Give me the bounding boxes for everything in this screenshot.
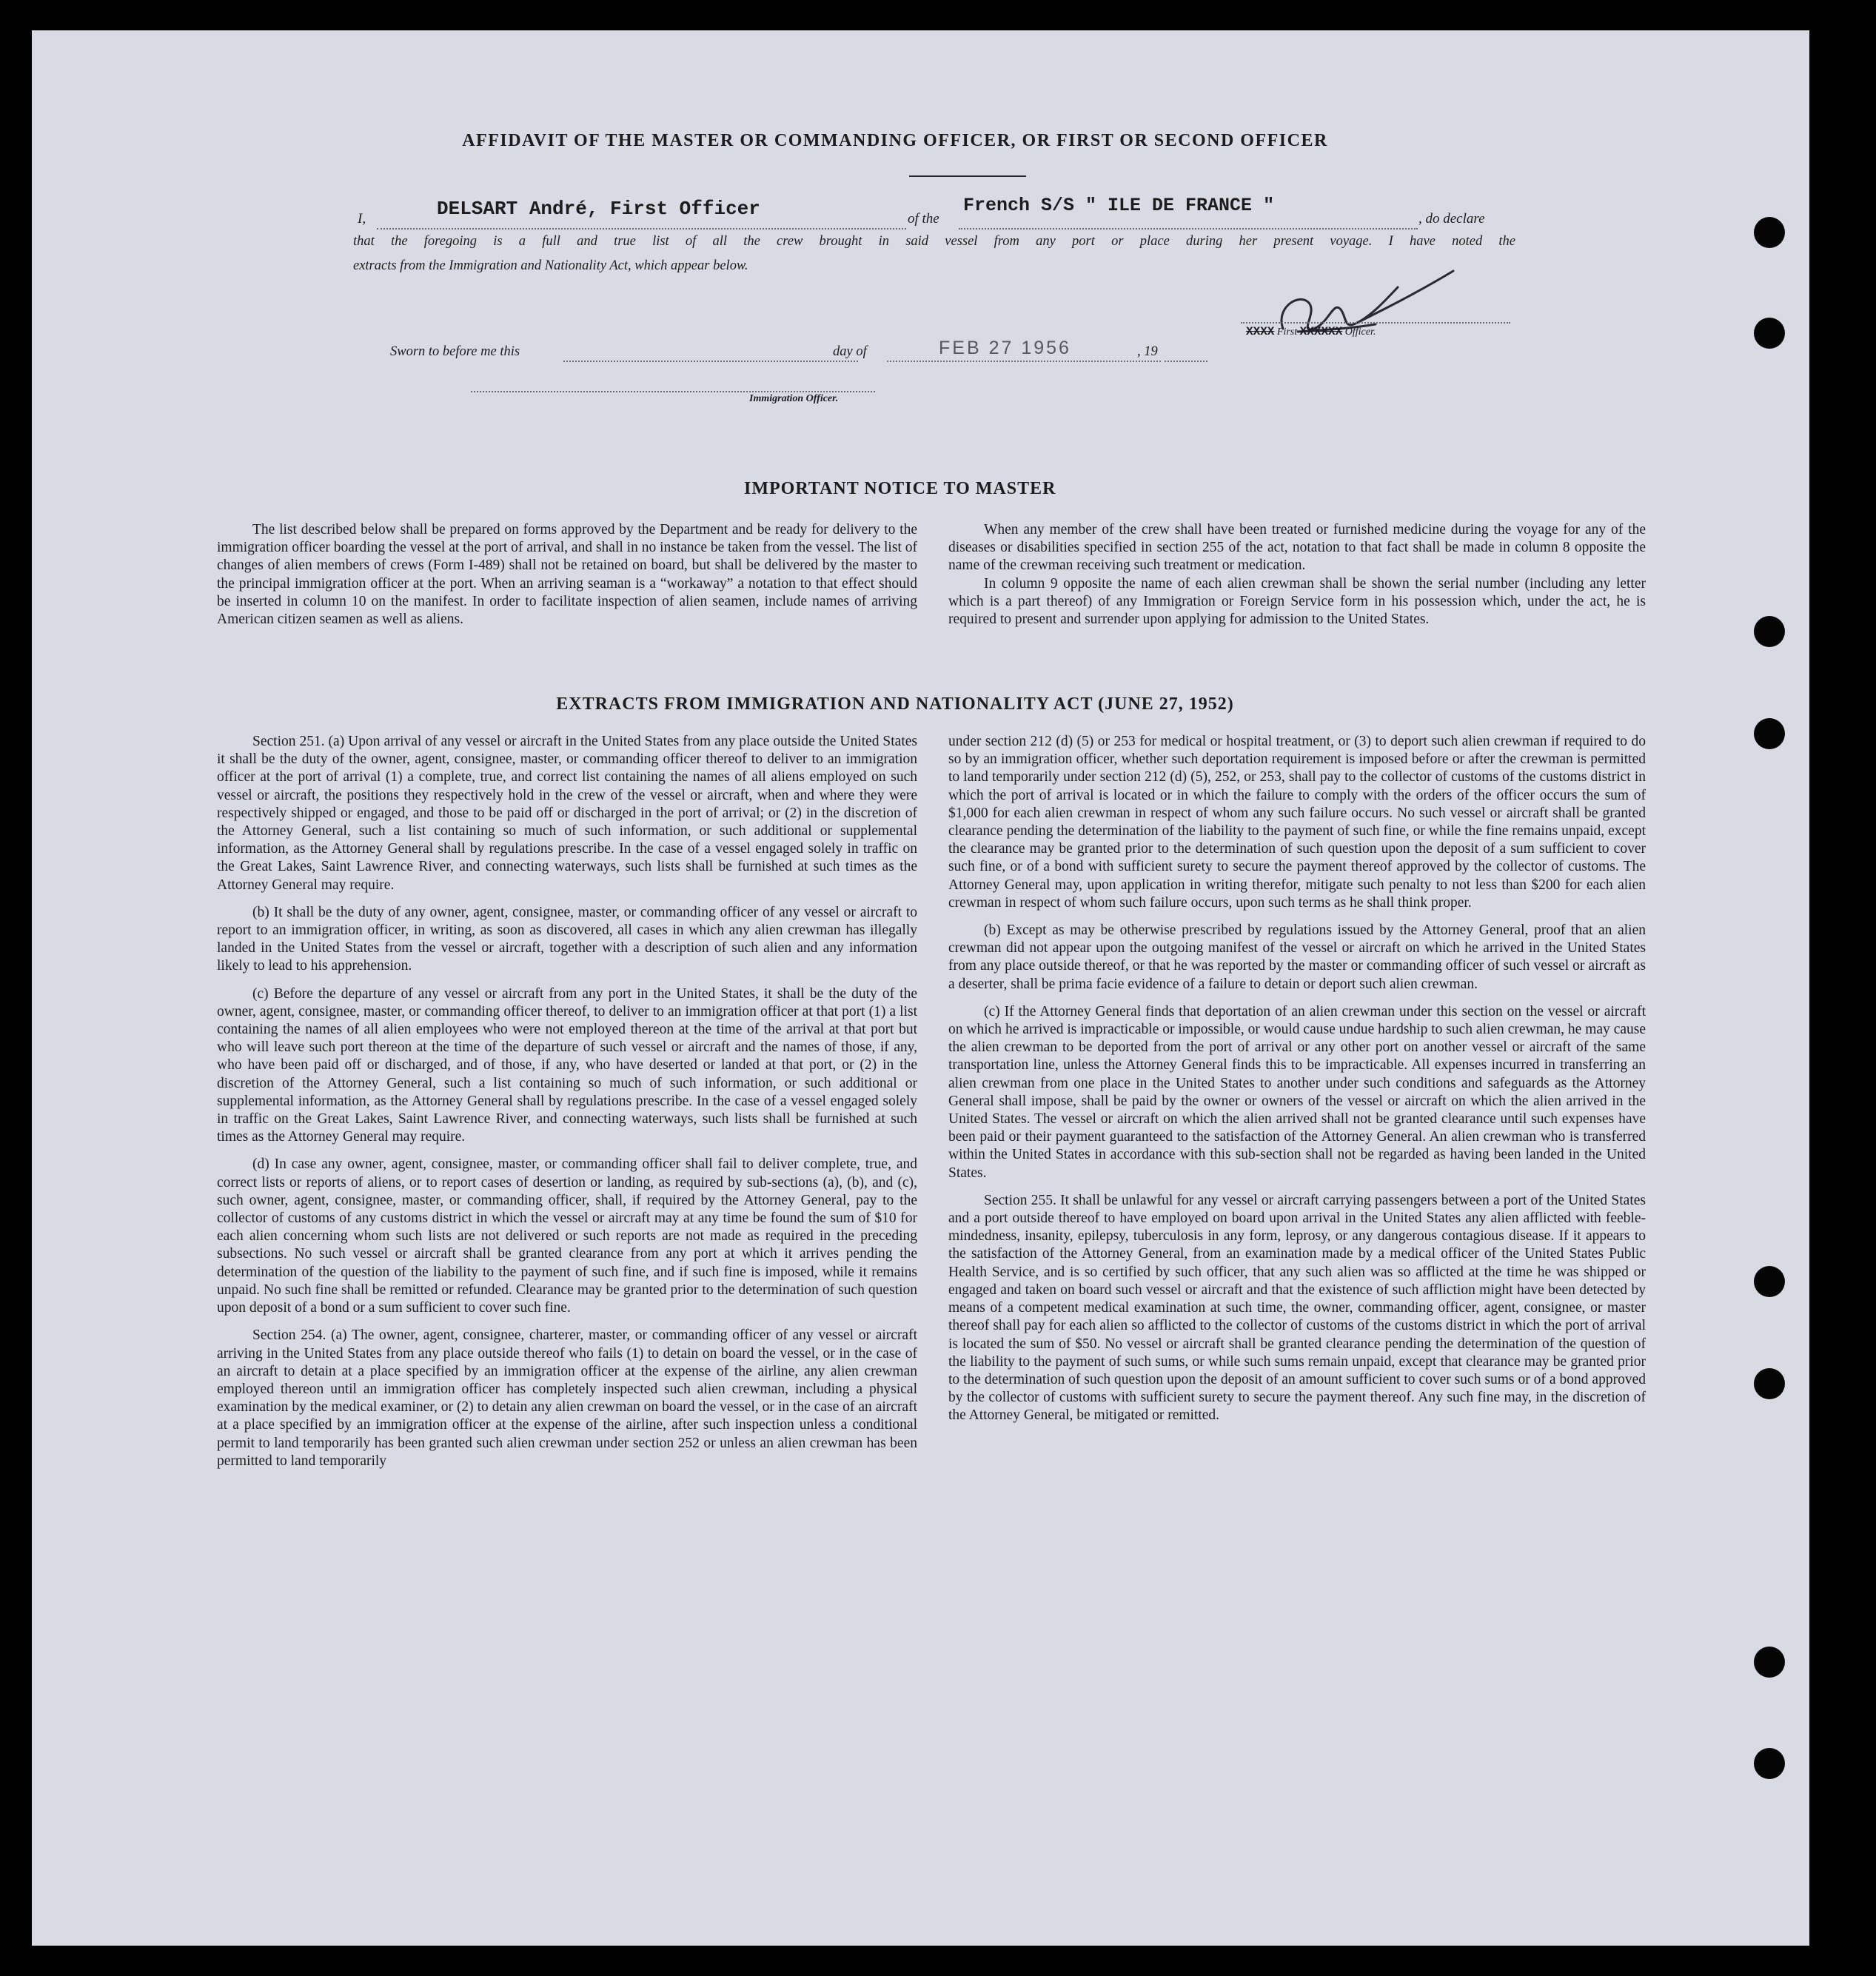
date-stamp: FEB 27 1956 [939,338,1071,358]
punch-hole [1754,616,1785,647]
notice-right-paragraph-1: When any member of the crew shall have been treated or furnished medicine during the voyage for any of the diseases or disabilities specified in section 255 of the act, notation to that fact shall be made in column 8 opposite the name of the crewman receiving such treatment or medication. [948,522,1646,574]
notice-right-paragraph-2: In column 9 opposite the name of each alien crewman shall be shown the serial number (including any letter which is a part thereof) of any Immigration or Foreign Service form in his possession which, under the act, he is required to present and surrender upon applying for admission to the United States. [948,575,1646,628]
punch-hole [1754,718,1785,749]
of-the-label: of the [908,211,939,227]
extracts-left-column [217,733,917,1480]
section-254-a-continued: under section 212 (d) (5) or 253 for medical or hospital treatment, or (3) to deport such alien crewman if required to do so by an immigration officer, whether such deportation requirement is imposed before or after the crewman is permitted to land temporarily under section 212 (d) (5), 252, or 253, shall pay to the collector of customs of the customs district in which the port of arrival is located or in which the failure to comply with the orders of the officer occurs the sum of $1,000 for each alien crewman in respect of whom any such failure occurs. No such vessel or aircraft shall be granted clearance pending the determination of the liability to the payment of such fine, or while the fine remains unpaid, except the clearance may be granted prior to the determination of such question upon the deposit of a sum sufficient to cover such fine, or of a bond with sufficient surety to secure the payment thereof approved by the collector of customs. The Attorney General may, upon application in writing therefor, mitigate such penalty to not less than $200 for each alien crewman in respect of whom such failure occurs, upon such terms as he shall think proper. [948,734,1646,911]
name-field[interactable]: DELSART André, First Officer [437,198,760,220]
section-255: Section 255. It shall be unlawful for any vessel or aircraft carrying passengers between a port of the United States and a port outside thereof to have employed on board upon arrival in the United States any alien afflicted with feeble-mindedness, insanity, epilepsy, tuberculosis in any form, leprosy, or any dangerous contagious disease. If it appears to the satisfaction of the Attorney General, from an examination made by a medical officer of the United States Public Health Service, and is so certified by such officer, that any such alien was so afflicted at the time he was shipped or engaged and taken on board such vessel or aircraft and that the existence of such affliction might have been detected by means of a competent medical examination at such time, the owner, commanding officer, agent, consignee, or master thereof shall pay for each alien so afflicted to the collector of customs of the customs district in which the port of arrival is located the sum of $50. No vessel or aircraft shall be granted clearance pending the determination of the question of the liability to the payment of such sums, or while such sums remain unpaid, except that clearance may be granted prior to the determination of such question upon the deposit of an amount sufficient to cover such sums or of a bond approved by the collector of customs with sufficient surety to secure the payment thereof. Any such fine may, in the discretion of the Attorney General, be mitigated or remitted. [948,1192,1646,1424]
punch-hole [1754,1647,1785,1678]
title-divider [909,175,1026,177]
date-line [887,361,1161,362]
notice-title: IMPORTANT NOTICE TO MASTER [744,479,1056,498]
punch-hole [1754,1368,1785,1399]
section-251-b: (b) It shall be the duty of any owner, agent, consignee, master, or commanding officer of any vessel or aircraft to report to an immigration officer, in writing, as soon as discovered, all cases in which any alien crewman has illegally landed in the United States from the vessel or aircraft, together with a description of such alien and any information likely to lead to his apprehension. [217,904,917,974]
section-251-a: Section 251. (a) Upon arrival of any vessel or aircraft in the United States from any place outside the United States it shall be the duty of the owner, agent, consignee, master, or commanding officer thereof to deliver to an immigration officer at the port of arrival (1) a complete, true, and correct list containing the names of all aliens employed on such vessel or aircraft, the positions they respectively hold in the crew of the vessel or aircraft, when and where they were respectively shipped or engaged, and those to be paid off or discharged in the port of arrival; or (2) in the discretion of the Attorney General, such a list containing so much of such information, or such additional or supplemental information, as the Attorney General shall by regulations prescribe. In the case of a vessel engaged solely in traffic on the Great Lakes, Saint Lawrence River, and connecting waterways, such lists shall be furnished at such times as the Attorney General may require. [217,734,917,893]
signature-caption: XXXX First XXXXXX Officer. [1246,325,1376,338]
section-254-a: Section 254. (a) The owner, agent, consignee, charterer, master, or commanding officer of any vessel or aircraft arriving in the United States from any place outside thereof who fails (1) to detain on board the vessel, or in the case of an aircraft to detain at a place specified by an immigration officer at the expense of the airline, any alien crewman employed thereon until an immigration officer has completely inspected such alien crewman, including a physical examination by the medical examiner, or (2) to detain any alien crewman on board the vessel, or in the case of an aircraft at a place specified by an immigration officer at the expense of the airline, after such inspection unless a conditional permit to land temporarily has been granted such alien crewman under section 252 or unless an alien crewman has been permitted to land temporarily [217,1327,917,1469]
do-declare-label: , do declare [1418,211,1485,227]
punch-hole [1754,1266,1785,1297]
affidavit-title: AFFIDAVIT OF THE MASTER OR COMMANDING OFFICER, OR FIRST OR SECOND OFFICER [462,131,1328,150]
punch-hole [1754,217,1785,248]
affidavit-body-line2: extracts from the Immigration and Nationality Act, which appear below. [353,258,748,273]
year-line [1165,361,1207,362]
section-254-b: (b) Except as may be otherwise prescribed by regulations issued by the Attorney General, proof that an alien crewman did not appear upon the outgoing manifest of the vessel or aircraft on which he arrived in the United States from any place outside thereof, or that he was reported by the master or commanding officer of such vessel or aircraft as a deserter, shall be prima facie evidence of a failure to detain or deport such alien crewman. [948,922,1646,992]
prefix-i-label: I, [358,211,366,227]
notice-right-column [948,521,1646,638]
year-label: , 19 [1137,344,1158,359]
signature-line [1241,322,1510,324]
section-251-c: (c) Before the departure of any vessel or aircraft from any port in the United States, it shall be the duty of the owner, agent, consignee, master, or commanding officer thereof, to deliver to an immigration officer at that port (1) a list containing the names of all alien employees who were not employed thereon at the time of the arrival at that port but who will leave such port thereon at the time of the departure of such vessel or aircraft and the names of those, if any, who have been paid off or discharged, and of those, if any, who have deserted or landed at that port, or (2) in the discretion of the Attorney General, such a list containing so much of such information, or such additional or supplemental information, as the Attorney General shall by regulations prescribe. In the case of a vessel engaged solely in traffic on the Great Lakes, Saint Lawrence River, and connecting waterways, such lists shall be furnished at such times as the Attorney General may require. [217,985,917,1145]
affidavit-body-line1: that the foregoing is a full and true list of all the crew brought in said vessel from any port or place during her present voyage. I have noted the [353,234,1515,249]
vessel-field-line [959,228,1418,230]
section-251-d: (d) In case any owner, agent, consignee, master, or commanding officer shall fail to deliver complete, true, and correct lists or reports of aliens, or to report cases of desertion or landing, as required by sub-sections (a), (b), and (c), such owner, agent, consignee, master, or commanding officer, shall, if required by the Attorney General, pay to the collector of customs of any customs district in which the vessel or aircraft may at any time be found the sum of $10 for each alien concerning whom such lists are not delivered or such reports are not made as required in the preceding subsections. No such vessel or aircraft shall be granted clearance from any port at which it arrives pending the determination of the question of the liability to the payment of such fine, and if such fine is imposed, while it remains unpaid. No such fine shall be remitted or refunded. Clearance may be granted prior to the determination of such question upon deposit of a bond or a sum sufficient to cover such fine. [217,1156,917,1316]
vessel-field[interactable]: French S/S " ILE DE FRANCE " [963,195,1275,216]
immigration-officer-caption: Immigration Officer. [749,393,839,404]
extracts-right-column [948,733,1646,1435]
sworn-label: Sworn to before me this [390,344,520,359]
name-field-line [377,228,906,230]
punch-hole [1754,1748,1785,1779]
notice-left-paragraph: The list described below shall be prepared on forms approved by the Department and be ready for delivery to the immigration officer boarding the vessel at the port of arrival, and shall in no instance be taken from the vessel. The list of changes of alien members of crews (Form I-489) shall not be retained on board, but shall be delivered by the master to the principal immigration officer at the port. When an arriving seaman is a “workaway” a notation to that effect should be inserted in column 10 on the manifest. In order to facilitate inspection of alien seamen, include names of arriving American citizen seamen as well as aliens. [217,522,917,628]
extracts-title: EXTRACTS FROM IMMIGRATION AND NATIONALITY ACT (JUNE 27, 1952) [556,694,1234,714]
section-254-c: (c) If the Attorney General finds that deportation of an alien crewman under this section on the vessel or aircraft on which he arrived is impracticable or impossible, or would cause undue hardship to such alien crewman, he may cause the alien crewman to be deported from the port of arrival or any other port on another vessel or aircraft of the same transportation line, unless the Attorney General finds this to be impracticable. All expenses incurred in transferring an alien crewman from one place in the United States to another under such conditions and safeguards as the Attorney General shall impose, shall be paid by the owner or owners of the vessel or aircraft on which the alien arrived in the United States. The vessel or aircraft on which the alien arrived shall not be granted clearance until such expenses have been paid or their payment guaranteed to the satisfaction of the Attorney General. An alien crewman who is transferred within the United States in accordance with this sub-section shall not be regarded as having been landed in the United States. [948,1003,1646,1181]
punch-hole [1754,318,1785,349]
day-of-label: day of [833,344,867,359]
sworn-day-line [563,361,858,362]
form-page [32,30,1809,1946]
notice-left-column [217,521,917,638]
immigration-officer-line [471,391,875,392]
